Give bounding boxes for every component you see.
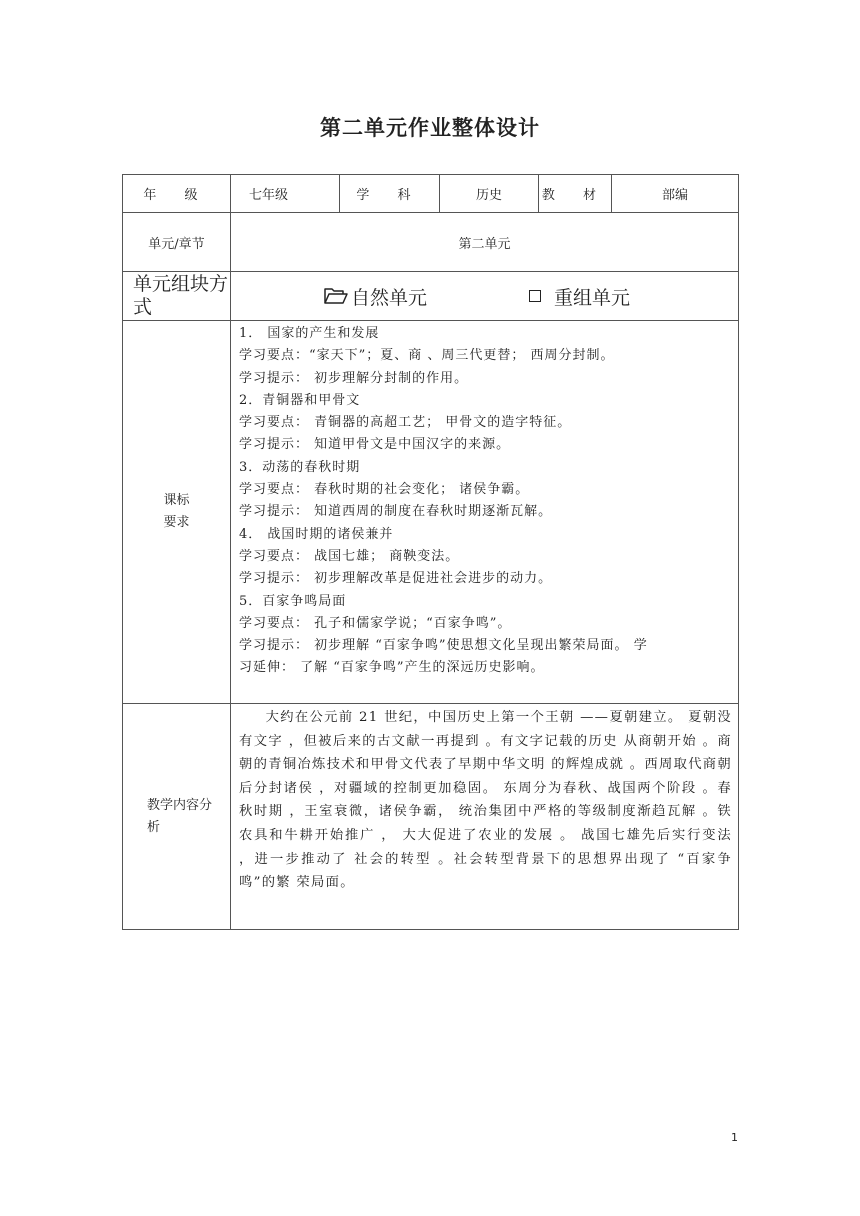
standards-line: 1． 国家的产生和发展 (239, 326, 380, 341)
analysis-content-cell (231, 704, 739, 930)
standards-line: 学习要点：“家天下”；夏、商 、周三代更替； 西周分封制。 (239, 348, 615, 364)
document-title: 第二单元作业整体设计 (320, 116, 540, 140)
subject-value-cell (440, 175, 539, 213)
subject-label: 学 科 (356, 188, 423, 203)
standards-line: 学习要点： 战国七雄； 商鞅变法。 (239, 548, 460, 564)
standards-line: 2．青铜器和甲骨文 (239, 392, 361, 408)
folder-open-icon (323, 286, 349, 306)
mode-label: 单元组块方式 (133, 273, 229, 318)
unit-value: 第二单元 (458, 236, 511, 252)
analysis-row (123, 704, 739, 930)
standards-line: 学习提示： 初步理解改革是促进社会进步的动力。 (239, 571, 553, 587)
standards-line: 5．百家争鸣局面 (239, 593, 347, 609)
subject-value: 历史 (475, 188, 502, 203)
analysis-label-cell (123, 704, 231, 930)
textbook-label: 教 材 (541, 188, 609, 203)
standards-line: 学习提示： 初步理解 “百家争鸣”使思想文化呈现出繁荣局面。 学 (239, 638, 648, 654)
standards-label-line2: 要求 (163, 515, 190, 530)
standards-line: 习延伸： 了解 “百家争鸣”产生的深远历史影响。 (239, 660, 545, 676)
standards-label-cell (123, 321, 231, 704)
unit-value-cell (231, 213, 739, 272)
standards-line: 学习提示： 初步理解分封制的作用。 (239, 370, 469, 386)
mode-label-cell (123, 272, 231, 321)
textbook-value: 部编 (661, 188, 688, 203)
checkbox-icon (529, 290, 541, 302)
standards-line: 学习要点： 春秋时期的社会变化； 诸侯争霸。 (239, 482, 530, 498)
mode-option-regroup-label: 重组单元 (554, 286, 631, 309)
analysis-text: 大约在公元前 21 世纪，中国历史上第一个王朝 ——夏朝建立。 夏朝没有文字 ，但被后来的古文献一再提到 。有文字记载的历史 从商朝开始 。商朝的青铜冶炼技术和甲骨文代表了早期中华文明 的辉煌成就 。西周取代商朝后分封诸侯 ，对疆域的控制更加稳固。 东周分为春秋、战国两个阶段 。春秋时期 ，王室衰微，诸侯争霸， 统治集团中严格的等级制度渐趋瓦解 。铁农具和牛耕开始推广 ， 大大促进了农业的发展 。 战国七雄先后实行变法 ，进一步推动了 社会的转型 。社会转型背景下的思想界出现了 “百家争鸣”的繁 荣局面。 (239, 710, 732, 891)
analysis-label: 教学内容分析 (147, 797, 213, 835)
standards-content-cell (231, 321, 739, 704)
textbook-label-cell (539, 175, 612, 213)
mode-options-cell (231, 272, 739, 321)
standards-line: 4． 战国时期的诸侯兼并 (239, 526, 394, 542)
standards-line: 学习要点： 孔子和儒家学说；“百家争鸣”。 (239, 615, 512, 631)
design-table (122, 174, 739, 930)
unit-label: 单元/章节 (148, 236, 205, 252)
standards-line: 3．动荡的春秋时期 (239, 459, 361, 475)
subject-label-cell (340, 175, 440, 213)
mode-row (123, 272, 739, 321)
standards-line: 学习要点： 青铜器的高超工艺； 甲骨文的造字特征。 (239, 415, 572, 431)
unit-label-cell (123, 213, 231, 272)
mode-option-regroup[interactable] (529, 283, 630, 310)
standards-line: 学习提示： 知道西周的制度在春秋时期逐渐瓦解。 (239, 504, 553, 520)
standards-label-line1: 课标 (163, 493, 190, 508)
grade-value: 七年级 (249, 188, 289, 203)
standards-row (123, 321, 739, 704)
mode-option-natural-label: 自然单元 (351, 286, 428, 309)
textbook-value-cell (612, 175, 739, 213)
mode-options (231, 283, 738, 310)
grade-value-cell (231, 175, 340, 213)
page-number: 1 (731, 1131, 738, 1144)
mode-option-natural[interactable] (323, 283, 427, 310)
standards-line: 学习提示： 知道甲骨文是中国汉字的来源。 (239, 437, 511, 453)
header-row (123, 175, 739, 213)
grade-label: 年 级 (143, 188, 210, 203)
grade-label-cell (123, 175, 231, 213)
unit-row (123, 213, 739, 272)
